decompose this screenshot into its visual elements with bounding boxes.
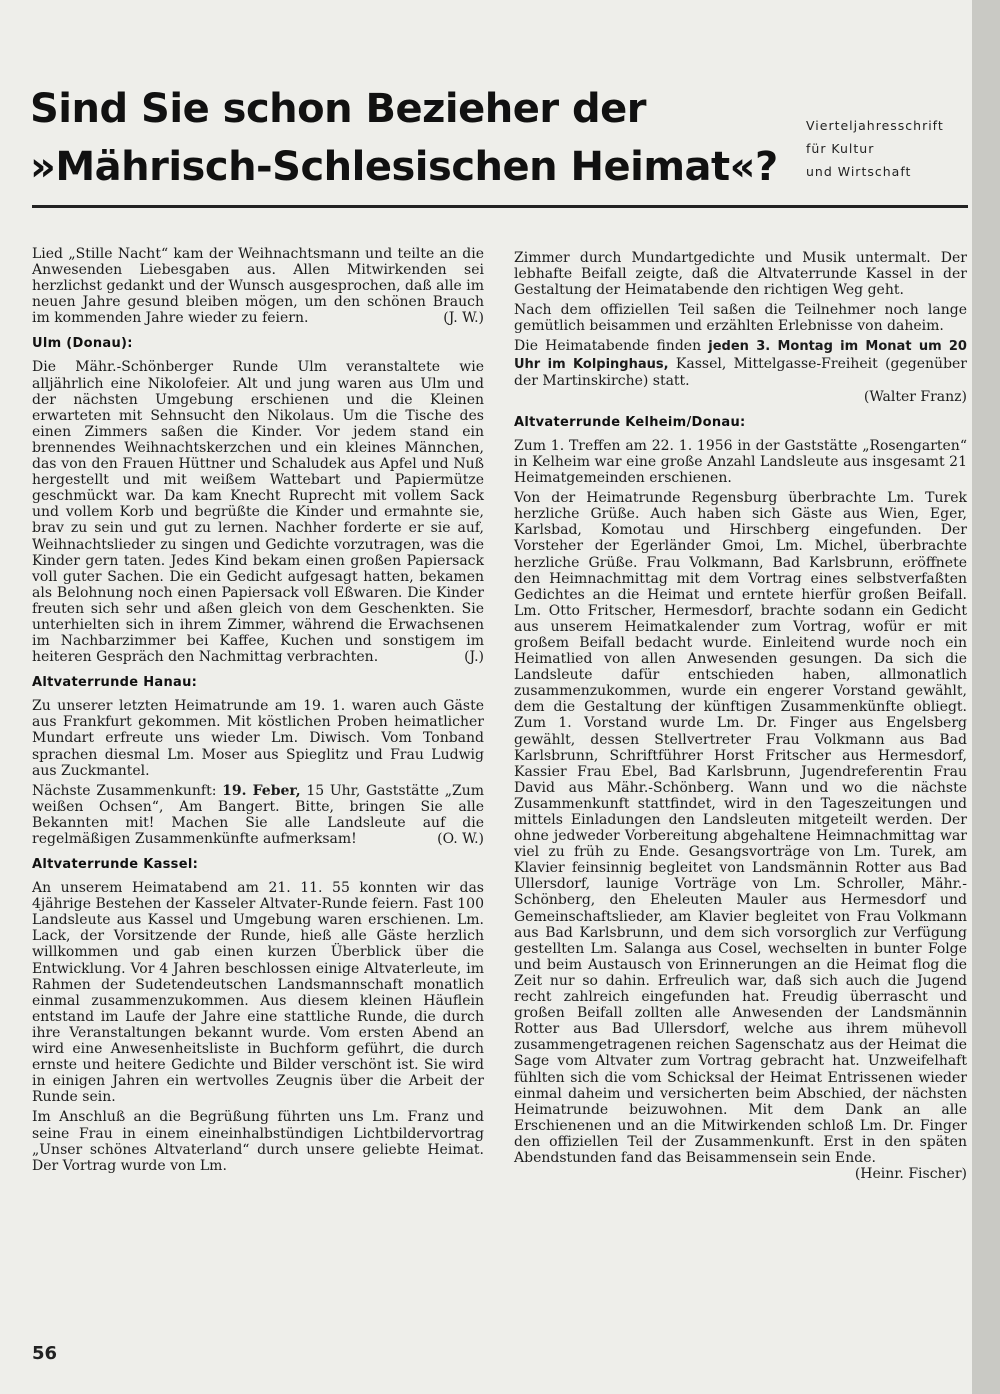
hanau-next-label: Nächste Zusammenkunft:	[32, 782, 223, 799]
kelheim-paragraph-2: Von der Heimatrunde Regensburg überbrachte Lm. Turek herzliche Grüße. Auch haben sich Gäste aus Wien, Eger, Karlsbad, Komotau und Hirschberg eingefunden. Der Vorsteher der Egerländer Gmoi, Lm. Michel, überbrachte herzliche Grüße. Frau Volkmann, Bad Karlsbrunn, eröffnete den Heimnachmittag mit dem Vortrag eines selbstverfaßten Gedichtes an die Heimat und erntete hierfür großen Beifall. Lm. Otto Fritscher, Hermesdorf, brachte sodann ein Gedicht aus unserem Heimatkalender zum Vortrag, wofür er mit großem Beifall bedacht wurde. Einleitend wurde noch ein Heimatlied von allen Anwesenden gesungen. Da sich die Landsleute dafür entschieden haben, allmonatlich zusammenzukommen, wurde ein engerer Vorstand gewählt, dem die Gestaltung der künftigen Zusammenkünfte obliegt. Zum 1. Vorstand wurde Lm. Dr. Finger aus Engelsberg gewählt, dessen Stellvertreter Frau Volkmann aus Bad Karlsbrunn, Schriftführer Horst Fritscher aus Hermesdorf, Kassier Frau Ebel, Bad Karlsbrunn, Jugendreferentin Frau David aus Mähr.-Schönberg. Wann und wo die nächste Zusammenkunft stattfindet, wird in den Tageszeitungen und mittels Einladungen den Landsleuten mitgeteilt werden. Der ohne jedweder Vorbereitung abgehaltene Heimnachmittag war viel zu früh zu Ende. Gesangsvorträge von Lm. Turek, am Klavier feinsinnig begleitet von Landsmännin Rotter aus Bad Ullersdorf, launige Vorträge von Lm. Schroller, Mähr.-Schönberg, den Eheleuten Mauler aus Hermesdorf und Gemeinschaftslieder, am Klavier begleitet von Frau Volkmann aus Bad Karlsbrunn, und dem sich vorsorglich zur Verfügung gestellten Lm. Salanga aus Cosel, wechselten in bunter Folge und beim Austausch von Erinnerungen an die Heimat flog die Zeit nur so dahin. Erfreulich war, daß sich auch die Jugend recht zahlreich eingefunden hat. Freudig überrascht und großen Beifall zollten alle Anwesenden der Landsmännin Rotter aus Bad Ullersdorf, welche aus ihrem mühevoll zusammengetragenen reichen Sagenschatz aus der Heimat die Sage vom Altvater zum Vortrag gebracht hat. Unzweifelhaft fühlten sich die vom Schicksal der Heimat Entrissenen wieder einmal daheim und versicherten beim Abschied, der nächsten Heimatrunde beizuwohnen. Mit dem Dank an alle Erschienenen und an die Mitwirkenden schloß Lm. Dr. Finger den offiziellen Teil der Zusammenkunft. Erst in den späten Abendstunden fand das Beisammensein sein Ende.	[514, 490, 967, 1166]
right-column	[514, 250, 967, 1186]
ulm-text: Die Mähr.-Schönberger Runde Ulm veranstaltete wie alljährlich eine Nikolofeier. Alt und jung waren aus Ulm und der nächsten Umgebung erschienen und die Kleinen erwarteten mit Sehnsucht den Nikolaus. Um die Tische des einen Zimmers saßen die Kinder. Vor jedem stand ein brennendes Weihnachtskerzchen und ein kleines Männchen, das von den Frauen Hüttner und Schaludek aus Apfel und Nuß hergestellt und mit weißem Wattebart und Papiermütze geschmückt war. Da kam Knecht Ruprecht mit vollem Sack und vollem Korb und begrüßte die Kinder und ermahnte sie, brav zu sein und gut zu lernen. Nachher forderte er sie auf, Weihnachtslieder zu singen und Gedichte vorzutragen, was die Kinder gern taten. Jedes Kind bekam einen großen Papiersack voll guter Sachen. Die ein Gedicht aufgesagt hatten, bekamen als Belohnung noch einen Papiersack voll Eßwaren. Die Kinder freuten sich sehr und aßen gleich von dem Geschenkten. Sie unterhielten sich in ihrem Zimmer, während die Erwachsenen im Nachbarzimmer bei Kaffee, Kuchen und sonstigem im heiteren Gespräch den Nachmittag verbrachten.	[32, 359, 484, 666]
kelheim-signature: (Heinr. Fischer)	[854, 1166, 967, 1183]
header-rule	[32, 205, 968, 208]
ulm-signature: (J.)	[464, 649, 484, 666]
kelheim-heading: Altvaterrunde Kelheim/Donau:	[514, 414, 746, 430]
kassel-schedule-text: Kassel, Mittelgasse-Freiheit (gegenüber der Martinskirche) statt.	[514, 355, 968, 389]
headline-line-2: »Mährisch-Schlesischen Heimat«?	[30, 144, 778, 190]
kelheim-paragraph-1: Zum 1. Treffen am 22. 1. 1956 in der Gaststätte „Rosengarten“ in Kelheim war eine große Anzahl Landsleute aus insgesamt 21 Heimatgemeinden erschienen.	[514, 437, 967, 487]
subtitle-line-1: Vierteljahresschrift	[806, 118, 944, 133]
hanau-next-meeting	[32, 783, 484, 847]
journal-subtitle	[806, 114, 966, 183]
kassel-signature: (Walter Franz)	[863, 388, 967, 405]
ulm-paragraph	[32, 359, 484, 665]
kassel-paragraph-1: An unserem Heimatabend am 21. 11. 55 konnten wir das 4jährige Bestehen der Kasseler Altvater-Runde feiern. Fast 100 Landsleute aus Kassel und Umgebung waren erschienen. Lm. Lack, der Vorsitzende der Runde, hieß alle Gäste herzlich willkommen und gab einen kurzen Überblick über die Entwicklung. Vor 4 Jahren beschlossen einige Altvaterleute, im Rahmen der Sudetendeutschen Landsmannschaft monatlich einmal zusammenzukommen. Aus diesem kleinen Häuflein entstand im Laufe der Jahre eine stattliche Runde, die durch ihre Veranstaltungen bekannt wurde. Vom ersten Abend an wird eine Anwesenheitsliste in Buchform geführt, die durch ernste und heitere Gedichte und Bilder verschönt ist. Sie wird in einigen Jahren ein wertvolles Zeugnis über die Arbeit der Runde sein.	[32, 880, 484, 1106]
hanau-signature: (O. W.)	[437, 831, 484, 847]
kassel-schedule-lead: Die Heimatabende finden	[514, 338, 709, 355]
kassel-schedule	[514, 338, 967, 388]
headline-line-1: Sind Sie schon Bezieher der	[30, 86, 646, 132]
ulm-heading: Ulm (Donau):	[32, 336, 133, 352]
hanau-paragraph: Zu unserer letzten Heimatrunde am 19. 1. waren auch Gäste aus Frankfurt gekommen. Mit köstlichen Proben heimatlicher Mundart erfreute uns wieder Lm. Diwisch. Vom Tonband sprachen diesmal Lm. Moser aus Spieglitz und Frau Ludwig aus Zuckmantel.	[32, 698, 484, 779]
intro-signature: (J. W.)	[443, 310, 484, 327]
page-headline	[30, 80, 800, 196]
kassel-after: Nach dem offiziellen Teil saßen die Teilnehmer noch lange gemütlich beisammen und erzählten Erlebnisse von daheim.	[514, 302, 967, 335]
kassel-heading: Altvaterrunde Kassel:	[32, 857, 199, 873]
page-number: 56	[32, 1343, 58, 1364]
intro-text: Lied „Stille Nacht“ kam der Weihnachtsmann und teilte an die Anwesenden Liebesgaben aus. Allen Mitwirkenden sei herzlichst gedankt und der Wunsch ausgesprochen, daß alle im neuen Jahre gesund bleiben mögen, um den schönen Brauch im kommenden Jahre wieder zu feiern.	[32, 246, 484, 327]
intro-paragraph	[32, 246, 484, 326]
hanau-next-text: 15 Uhr, Gaststätte „Zum weißen Ochsen“, Am Bangert. Bitte, bringen Sie alle Bekannten mit! Machen Sie alle Landsleute auf die regelmäßigen Zusammenkünfte aufmerksam!	[32, 782, 485, 847]
kassel-schedule-date: jeden 3. Montag im Monat um 20 Uhr im Kolpinghaus,	[514, 339, 967, 372]
subtitle-line-2: für Kultur	[806, 141, 875, 156]
hanau-next-date: 19. Feber,	[222, 782, 301, 799]
kassel-continuation: Zimmer durch Mundartgedichte und Musik untermalt. Der lebhafte Beifall zeigte, daß die Altvaterrunde Kassel in der Gestaltung der Heimatabende den richtigen Weg geht.	[514, 250, 967, 299]
kassel-paragraph-2: Im Anschluß an die Begrüßung führten uns Lm. Franz und seine Frau in einem eineinhalbstündigen Lichtbildervortrag „Unser schönes Altvaterland“ durch unsere geliebte Heimat. Der Vortrag wurde von Lm.	[32, 1109, 484, 1174]
hanau-heading: Altvaterrunde Hanau:	[32, 675, 198, 691]
page-edge-shadow	[972, 0, 1000, 1394]
left-column	[32, 246, 484, 1178]
subtitle-line-3: und Wirtschaft	[806, 164, 912, 179]
